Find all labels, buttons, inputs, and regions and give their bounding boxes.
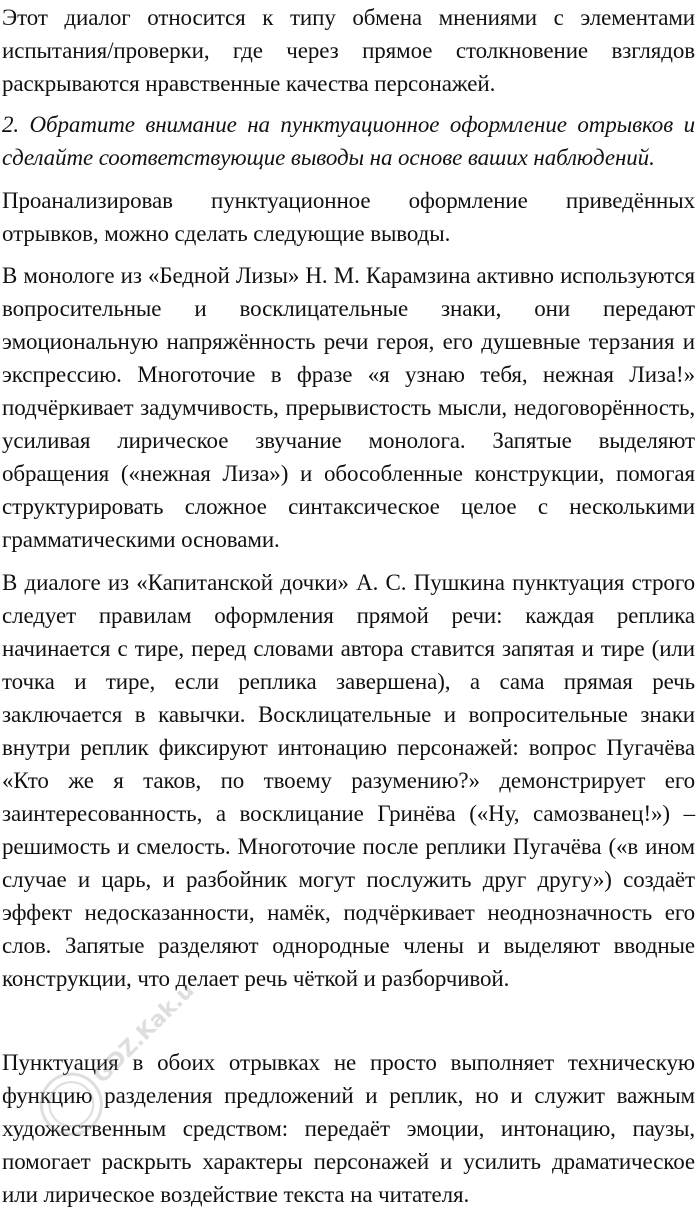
paragraph-bednaya-liza: В монологе из «Бедной Лизы» Н. М. Карамзина активно используются вопросительные и восклицательные знаки, они передают эмоциональную напряжённость речи героя, его душевные терзания и экспрессию. Многоточие в фразе «я узнаю тебя, нежная Лиза!» подчёркивает задумчивость, прерывистость мысли, недоговорённость, усиливая лирическое звучание монолога. Запятые выделяют обращения («нежная Лиза») и обособленные конструкции, помогая структурировать сложное синтаксическое целое с несколькими грамматическими основами. — [2, 263, 695, 552]
paragraph-kapitanskaya-dochka: В диалоге из «Капитанской дочки» А. С. Пушкина пунктуация строго следует правилам оформления прямой речи: каждая реплика начинается с тире, перед словами автора ставится запятая и тире (или точка и тире, если реплика завершена), а сама прямая речь заключается в кавычки. Восклицательные и вопросительные знаки внутри реплик фиксируют интонацию персонажей: вопрос Пугачёва «Кто же я таков, по твоему разумению?» демонстрирует его заинтересованность, а восклицание Гринёва («Ну, самозванец!») – решимость и смелость. Многоточие после реплики Пугачёва («в ином случае и царь, и разбойник могут послужить друг другу») создаёт эффект недосказанности, намёк, подчёркивает неоднозначность его слов. Запятые разделяют однородные члены и выделяют вводные конструкции, что делает речь чёткой и разборчивой. — [2, 570, 695, 991]
paragraph-conclusion: Пунктуация в обоих отрывках не просто выполняет техническую функцию разделения предложений и реплик, но и служит важным художественным средством: передаёт эмоции, интонацию, паузы, помогает раскрыть характеры персонажей и усилить драматическое или лирическое воздействие текста на читателя. — [2, 1050, 695, 1207]
paragraph-dialog-type: Этот диалог относится к типу обмена мнениями с элементами испытания/проверки, где через прямое столкновение взглядов раскрываются нравственные качества персонажей. — [2, 5, 695, 96]
task-question: 2. Обратите внимание на пунктуационное оформление отрывков и сделайте соответствующие выводы на основе ваших наблюдений. — [2, 112, 695, 170]
paragraph-analysis-intro: Проанализировав пунктуационное оформление приведённых отрывков, можно сделать следующие выводы. — [2, 188, 695, 246]
svg-text:GDZ.Kak.u: GDZ.Kak.u — [89, 978, 200, 1089]
